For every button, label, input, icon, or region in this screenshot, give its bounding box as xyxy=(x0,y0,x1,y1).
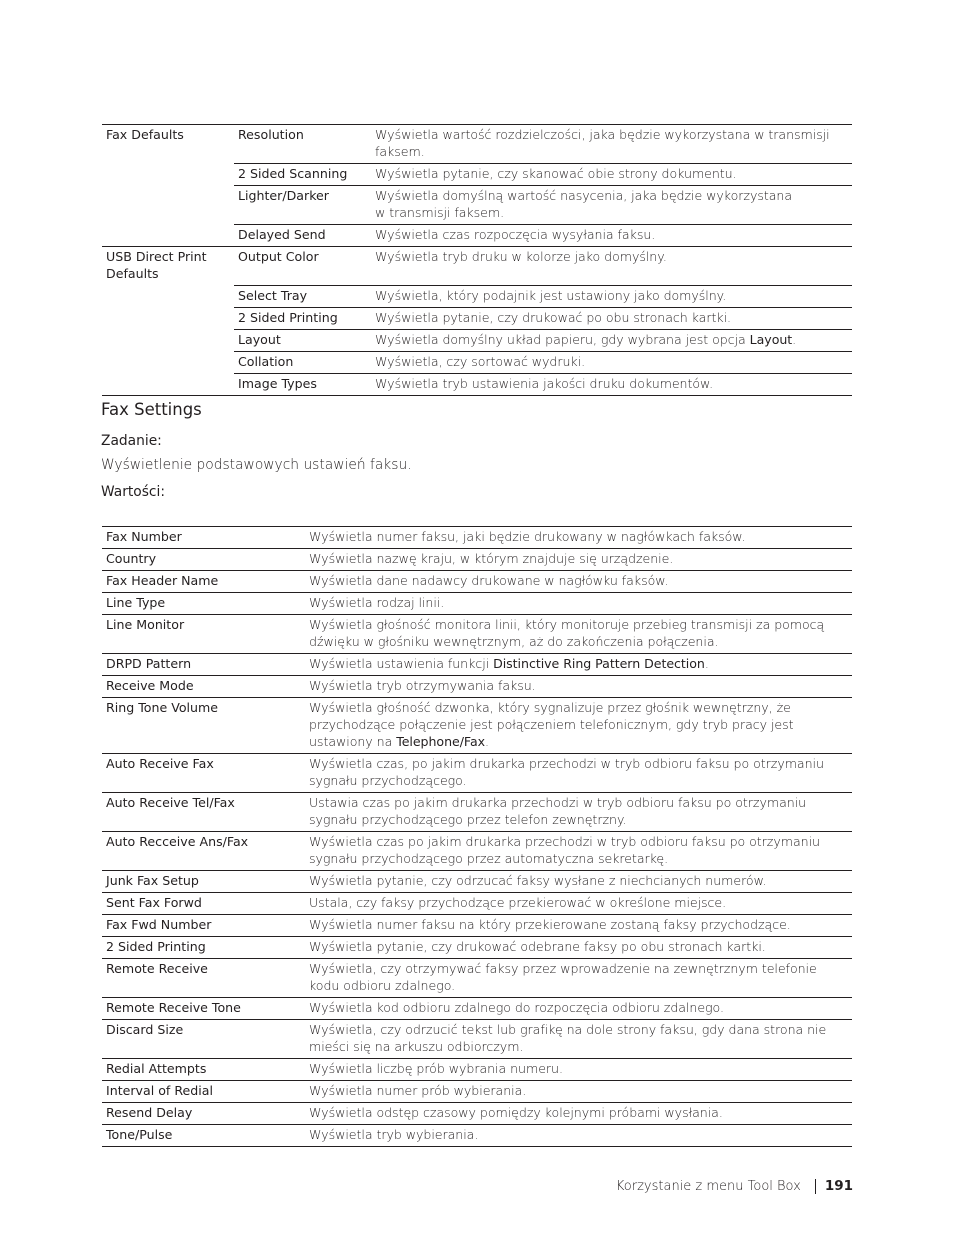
description-text: Wyświetla pytanie, czy drukować po obu stronach kartki. xyxy=(375,309,731,325)
description-cell xyxy=(305,871,852,893)
item-cell xyxy=(102,998,305,1020)
item-name: Collation xyxy=(238,353,294,369)
description-cell xyxy=(305,615,852,654)
group-cell xyxy=(102,164,234,186)
item-name: Fax Fwd Number xyxy=(106,917,212,932)
description-cell xyxy=(371,164,852,186)
item-cell xyxy=(102,1059,305,1081)
table-row xyxy=(102,615,852,654)
description-text: Wyświetla domyślny układ papieru, gdy wybrana jest opcja xyxy=(375,331,750,347)
item-cell xyxy=(102,832,305,871)
table-row xyxy=(102,1081,852,1103)
item-name: Resolution xyxy=(238,127,304,142)
usb-fax-defaults-table xyxy=(102,124,852,396)
group-cell xyxy=(102,225,234,247)
table-row xyxy=(102,527,852,549)
item-cell xyxy=(102,571,305,593)
table-row xyxy=(102,893,852,915)
item-cell xyxy=(234,307,371,329)
description-cell xyxy=(371,373,852,395)
item-name: Country xyxy=(106,551,157,566)
description-emphasis: Layout xyxy=(749,331,793,347)
item-cell xyxy=(102,754,305,793)
description-emphasis: Telephone/Fax xyxy=(396,734,486,749)
description-text: Wyświetla numer prób wybierania. xyxy=(309,1083,527,1098)
item-name: Ring Tone Volume xyxy=(106,700,219,715)
table-row xyxy=(102,1125,852,1147)
description-text-end: . xyxy=(792,331,797,347)
description-text: Wyświetla tryb druku w kolorze jako domyślny. xyxy=(375,249,667,264)
description-text: Ustala, czy faksy przychodzące przekierować w określone miejsce. xyxy=(309,895,727,910)
description-text: Wyświetla tryb otrzymywania faksu. xyxy=(309,678,536,693)
description-text: Wyświetla głośność dzwonka, który sygnalizuje przez głośnik wewnętrzny, że przychodzące połączenie jest połączeniem telefonicznym, gdy tryb pracy jest ustawiony na xyxy=(309,700,794,749)
item-cell xyxy=(102,1020,305,1059)
item-cell xyxy=(234,164,371,186)
table-row xyxy=(102,285,852,307)
item-name: 2 Sided Printing xyxy=(106,939,206,954)
page-number: 191 xyxy=(824,1178,853,1194)
description-cell xyxy=(305,915,852,937)
description-text: Wyświetla dane nadawcy drukowane w nagłówku faksów. xyxy=(309,573,669,588)
description-cell xyxy=(371,307,852,329)
description-cell xyxy=(305,959,852,998)
description-cell xyxy=(305,893,852,915)
description-cell xyxy=(305,654,852,676)
item-name: Remote Receive xyxy=(106,961,208,976)
table-row xyxy=(102,571,852,593)
description-cell xyxy=(305,571,852,593)
group-cell xyxy=(102,351,234,373)
description-text: Wyświetla, czy sortować wydruki. xyxy=(375,353,586,369)
item-cell xyxy=(102,1081,305,1103)
item-cell xyxy=(102,915,305,937)
item-name: Image Types xyxy=(238,375,317,391)
description-cell xyxy=(371,186,852,225)
item-cell xyxy=(234,285,371,307)
table-row xyxy=(102,959,852,998)
table-row xyxy=(102,676,852,698)
table-row xyxy=(102,549,852,571)
item-name: Discard Size xyxy=(106,1022,184,1037)
table-row xyxy=(102,793,852,832)
group-cell xyxy=(102,247,234,286)
description-cell xyxy=(371,225,852,247)
item-name: Line Monitor xyxy=(106,617,185,632)
item-cell xyxy=(102,593,305,615)
group-cell xyxy=(102,186,234,225)
task-description: Wyświetlenie podstawowych ustawień faksu. xyxy=(101,457,412,473)
page-footer xyxy=(616,1178,853,1194)
table-row xyxy=(102,698,852,754)
description-text: Wyświetla, który podajnik jest ustawiony jako domyślny. xyxy=(375,287,727,303)
table-row xyxy=(102,373,852,395)
item-name: Interval of Redial xyxy=(106,1083,214,1098)
item-cell xyxy=(234,225,371,247)
item-cell xyxy=(102,698,305,754)
item-name: Junk Fax Setup xyxy=(106,873,199,888)
item-cell xyxy=(102,959,305,998)
item-name: Receive Mode xyxy=(106,678,194,693)
group-name: USB Direct Print Defaults xyxy=(106,249,207,281)
description-cell xyxy=(305,549,852,571)
description-text: Wyświetla numer faksu na który przekierowane zostaną faksy przychodzące. xyxy=(309,917,791,932)
item-name: Redial Attempts xyxy=(106,1061,207,1076)
item-name: DRPD Pattern xyxy=(106,656,192,671)
description-cell xyxy=(305,1081,852,1103)
table-row xyxy=(102,329,852,351)
group-cell xyxy=(102,329,234,351)
item-cell xyxy=(102,615,305,654)
description-cell xyxy=(305,937,852,959)
description-cell xyxy=(371,351,852,373)
description-text: Ustawia czas po jakim drukarka przechodzi w tryb odbioru faksu po otrzymaniu sygnału przychodzącego przez telefon zewnętrzny. xyxy=(309,795,807,827)
task-label: Zadanie: xyxy=(101,433,162,449)
table-row xyxy=(102,937,852,959)
table-row xyxy=(102,351,852,373)
item-name: Auto Receive Fax xyxy=(106,756,214,771)
item-cell xyxy=(102,1125,305,1147)
description-text: Wyświetla ustawienia funkcji xyxy=(309,656,494,671)
description-cell xyxy=(305,593,852,615)
fax-settings-table xyxy=(102,526,852,1147)
item-name: Output Color xyxy=(238,249,319,264)
item-name: Sent Fax Forwd xyxy=(106,895,202,910)
item-name: Delayed Send xyxy=(238,227,326,242)
item-cell xyxy=(234,247,371,286)
item-cell xyxy=(234,329,371,351)
section-title: Fax Settings xyxy=(101,400,202,419)
description-text: Wyświetla kod odbioru zdalnego do rozpoczęcia odbioru zdalnego. xyxy=(309,1000,724,1015)
item-cell xyxy=(234,186,371,225)
description-text: Wyświetla tryb wybierania. xyxy=(309,1127,479,1142)
group-cell xyxy=(102,285,234,307)
description-line: Wyświetla domyślną wartość nasycenia, jaka będzie wykorzystana xyxy=(375,188,793,203)
table-row xyxy=(102,915,852,937)
description-text: Wyświetla odstęp czasowy pomiędzy kolejnymi próbami wysłania. xyxy=(309,1105,723,1120)
description-cell xyxy=(305,698,852,754)
item-name: Auto Recceive Ans/Fax xyxy=(106,834,249,849)
item-name: Layout xyxy=(238,331,281,347)
description-cell xyxy=(305,527,852,549)
item-cell xyxy=(102,1103,305,1125)
description-text: Wyświetla pytanie, czy odrzucać faksy wysłane z niechcianych numerów. xyxy=(309,873,767,888)
item-cell xyxy=(234,125,371,164)
description-cell xyxy=(305,998,852,1020)
item-cell xyxy=(102,676,305,698)
description-cell xyxy=(305,754,852,793)
table-row xyxy=(102,871,852,893)
description-text: Wyświetla, czy odrzucić tekst lub grafikę na dole strony faksu, gdy dana strona nie mieści się na arkuszu odbiorczym. xyxy=(309,1022,827,1054)
description-text: Wyświetla czas rozpoczęcia wysyłania faksu. xyxy=(375,227,656,242)
item-name: Fax Number xyxy=(106,529,182,544)
item-name: Select Tray xyxy=(238,287,308,303)
group-cell xyxy=(102,307,234,329)
description-cell xyxy=(305,1103,852,1125)
table-row xyxy=(102,832,852,871)
table-row xyxy=(102,307,852,329)
description-text: Wyświetla czas po jakim drukarka przechodzi w tryb odbioru faksu po otrzymaniu sygnału przychodzącego przez automatyczna sekretarkę. xyxy=(309,834,820,866)
table-row xyxy=(102,754,852,793)
item-name: Line Type xyxy=(106,595,166,610)
item-cell xyxy=(102,654,305,676)
description-emphasis: Distinctive Ring Pattern Detection xyxy=(493,656,705,671)
description-cell xyxy=(305,1059,852,1081)
description-text: Wyświetla liczbę prób wybrania numeru. xyxy=(309,1061,563,1076)
item-name: Tone/Pulse xyxy=(106,1127,173,1142)
description-cell xyxy=(371,329,852,351)
description-cell xyxy=(371,285,852,307)
description-text: Wyświetla numer faksu, jaki będzie drukowany w nagłówkach faksów. xyxy=(309,529,746,544)
item-name: Fax Header Name xyxy=(106,573,219,588)
item-cell xyxy=(102,549,305,571)
footer-chapter-title: Korzystanie z menu Tool Box xyxy=(615,1178,801,1194)
item-cell xyxy=(102,893,305,915)
description-text: Wyświetla czas, po jakim drukarka przechodzi w tryb odbioru faksu po otrzymaniu sygnału przychodzącego. xyxy=(309,756,824,788)
group-cell xyxy=(102,373,234,395)
description-text: Wyświetla, czy otrzymywać faksy przez wprowadzenie na zewnętrznym telefonie kodu odbioru zdalnego. xyxy=(309,961,817,993)
item-name: Lighter/Darker xyxy=(238,188,329,203)
table-row xyxy=(102,1059,852,1081)
item-name: Remote Receive Tone xyxy=(106,1000,241,1015)
item-name: 2 Sided Scanning xyxy=(238,166,348,181)
table-row xyxy=(102,125,852,164)
description-text: Wyświetla pytanie, czy drukować odebrane faksy po obu stronach kartki. xyxy=(309,939,766,954)
item-cell xyxy=(102,793,305,832)
group-cell xyxy=(102,125,234,164)
description-text: Wyświetla rodzaj linii. xyxy=(309,595,445,610)
description-text: Wyświetla wartość rozdzielczości, jaka będzie wykorzystana w transmisji faksem. xyxy=(375,127,830,159)
table-row xyxy=(102,654,852,676)
footer-separator xyxy=(815,1179,816,1194)
description-cell xyxy=(305,793,852,832)
description-cell xyxy=(305,676,852,698)
description-text-end: . xyxy=(704,656,709,671)
description-cell xyxy=(305,832,852,871)
item-cell xyxy=(102,871,305,893)
description-text: Wyświetla nazwę kraju, w którym znajduje się urządzenie. xyxy=(309,551,674,566)
description-cell xyxy=(371,125,852,164)
item-name: Auto Receive Tel/Fax xyxy=(106,795,235,810)
item-cell xyxy=(234,373,371,395)
item-cell xyxy=(234,351,371,373)
description-cell xyxy=(305,1125,852,1147)
item-name: 2 Sided Printing xyxy=(238,309,338,325)
values-label: Wartości: xyxy=(101,484,165,500)
description-line: w transmisji faksem. xyxy=(375,205,505,220)
table-row xyxy=(102,225,852,247)
description-cell xyxy=(371,247,852,286)
table-row xyxy=(102,247,852,286)
table-row xyxy=(102,593,852,615)
description-text: Wyświetla głośność monitora linii, który monitoruje przebieg transmisji za pomocą dźwięku w głośniku wewnętrznym, aż do zakończenia połączenia. xyxy=(309,617,825,649)
table-row xyxy=(102,1103,852,1125)
table-row xyxy=(102,186,852,225)
item-cell xyxy=(102,527,305,549)
table-row xyxy=(102,998,852,1020)
table-row xyxy=(102,164,852,186)
description-cell xyxy=(305,1020,852,1059)
description-text-end: . xyxy=(485,734,489,749)
table-row xyxy=(102,1020,852,1059)
description-text: Wyświetla pytanie, czy skanować obie strony dokumentu. xyxy=(375,166,737,181)
description-text: Wyświetla tryb ustawienia jakości druku dokumentów. xyxy=(375,375,714,391)
item-name: Resend Delay xyxy=(106,1105,193,1120)
group-name: Fax Defaults xyxy=(106,127,184,142)
item-cell xyxy=(102,937,305,959)
